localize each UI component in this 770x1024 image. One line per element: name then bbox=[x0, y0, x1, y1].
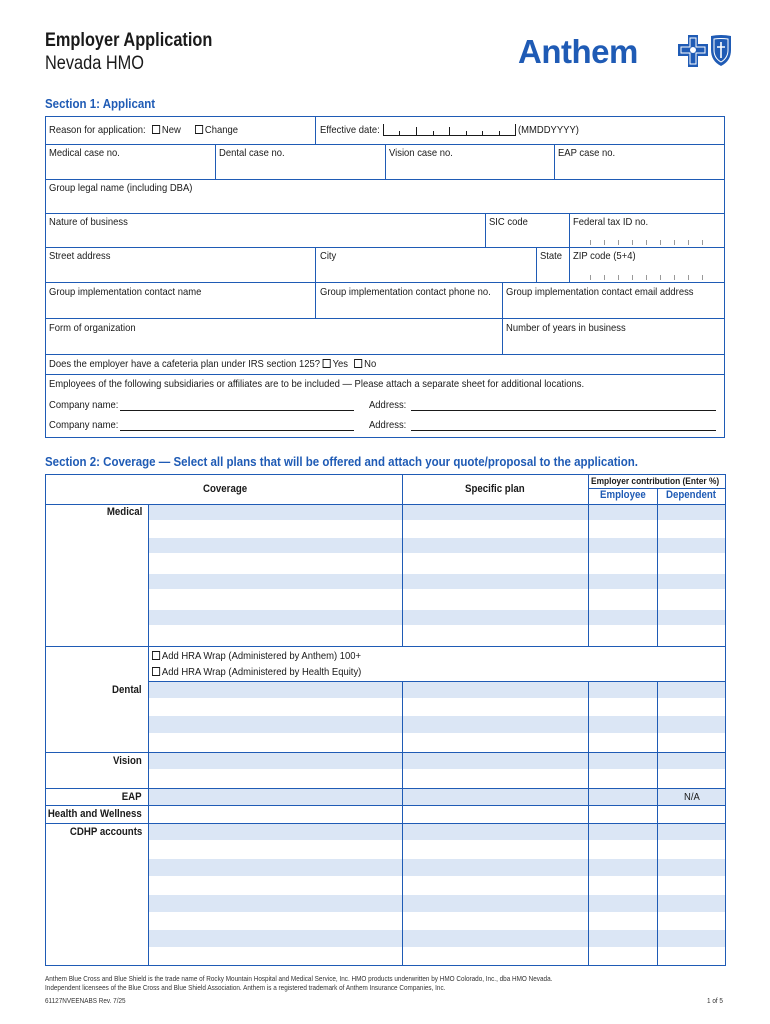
eap-dependent-na: N/A bbox=[684, 791, 700, 803]
reason-label: Reason for application: bbox=[49, 124, 146, 136]
effective-date-field[interactable] bbox=[383, 124, 516, 136]
col-plan-header: Specific plan bbox=[465, 483, 525, 495]
reason-change-option[interactable] bbox=[195, 124, 238, 136]
col-dependent-header: Dependent bbox=[666, 489, 717, 501]
address-input-2[interactable] bbox=[411, 430, 716, 431]
form-id: 61127NVEENABS Rev. 7/25 bbox=[45, 996, 126, 1005]
checkbox-hra-anthem[interactable] bbox=[152, 651, 160, 660]
hra-wrap-health-equity-option[interactable] bbox=[152, 666, 361, 678]
contact-email-field[interactable]: Group implementation contact email address bbox=[506, 286, 694, 298]
sic-code-field[interactable]: SIC code bbox=[489, 216, 528, 228]
no-label: No bbox=[364, 358, 377, 370]
hra-anthem-label: Add HRA Wrap (Administered by Anthem) 100+ bbox=[161, 650, 362, 662]
row-wellness-label: Health and Wellness bbox=[48, 808, 142, 820]
reason-new-option[interactable] bbox=[152, 124, 181, 136]
hra-wrap-anthem-option[interactable] bbox=[152, 650, 361, 662]
dental-case-field[interactable]: Dental case no. bbox=[219, 147, 285, 159]
document-title-block bbox=[45, 30, 240, 75]
col-contrib-header: Employer contribution (Enter %) bbox=[591, 476, 720, 487]
address-label-1: Address: bbox=[369, 399, 407, 411]
hra-equity-label: Add HRA Wrap (Administered by Health Equity) bbox=[161, 666, 362, 678]
page-number: 1 of 5 bbox=[707, 996, 723, 1005]
checkbox-no[interactable] bbox=[354, 359, 362, 368]
checkbox-hra-equity[interactable] bbox=[152, 667, 160, 676]
row-medical-label: Medical bbox=[106, 506, 142, 518]
section2-heading: Section 2: Coverage — Select all plans that will be offered and attach your quote/proposal to the application. bbox=[45, 455, 638, 469]
company-name-input-1[interactable] bbox=[120, 410, 354, 411]
effective-date-label: Effective date: bbox=[320, 124, 380, 136]
state-field[interactable]: State bbox=[540, 250, 563, 262]
contact-name-field[interactable]: Group implementation contact name bbox=[49, 286, 202, 298]
checkbox-change[interactable] bbox=[195, 125, 203, 134]
row-dental-label: Dental bbox=[112, 684, 142, 696]
section1-heading: Section 1: Applicant bbox=[45, 97, 156, 111]
yes-label: Yes bbox=[332, 358, 349, 370]
row-eap-label: EAP bbox=[122, 791, 142, 803]
checkbox-new[interactable] bbox=[152, 125, 160, 134]
federal-tax-id-field[interactable]: Federal tax ID no. bbox=[573, 216, 649, 228]
coverage-table bbox=[45, 474, 726, 966]
tax-id-ticks bbox=[590, 240, 720, 246]
date-format-label: (MMDDYYYY) bbox=[518, 124, 579, 136]
cafeteria-plan-question bbox=[49, 358, 376, 370]
years-in-business-field[interactable]: Number of years in business bbox=[506, 322, 626, 334]
document-title: Employer Application bbox=[45, 30, 213, 51]
change-label: Change bbox=[204, 124, 239, 136]
footer-legal-line-1: Anthem Blue Cross and Blue Shield is the trade name of Rocky Mountain Hospital and Medical Service, Inc. HMO products underwritten by HMO Colorado, Inc., dba HMO Nevada. bbox=[45, 974, 553, 983]
nature-of-business-field[interactable]: Nature of business bbox=[49, 216, 128, 228]
street-address-field[interactable]: Street address bbox=[49, 250, 111, 262]
row-vision-label: Vision bbox=[113, 755, 142, 767]
checkbox-yes[interactable] bbox=[323, 359, 331, 368]
document-subtitle: Nevada HMO bbox=[45, 53, 144, 74]
row-cdhp-label: CDHP accounts bbox=[69, 826, 142, 838]
blue-cross-icon bbox=[678, 35, 708, 67]
city-field[interactable]: City bbox=[320, 250, 337, 262]
eap-case-field[interactable]: EAP case no. bbox=[558, 147, 616, 159]
group-legal-name-field[interactable]: Group legal name (including DBA) bbox=[49, 182, 193, 194]
vision-case-field[interactable]: Vision case no. bbox=[389, 147, 453, 159]
medical-case-field[interactable]: Medical case no. bbox=[49, 147, 120, 159]
new-label: New bbox=[161, 124, 181, 136]
form-of-organization-field[interactable]: Form of organization bbox=[49, 322, 136, 334]
company-name-label-2: Company name: bbox=[49, 419, 119, 431]
address-input-1[interactable] bbox=[411, 410, 716, 411]
footer-legal-line-2: Independent licensees of the Blue Cross and Blue Shield Association. Anthem is a registered trademark of Anthem Insurance Companies, Inc. bbox=[45, 983, 446, 992]
cafeteria-question-text: Does the employer have a cafeteria plan under IRS section 125? bbox=[49, 358, 321, 370]
col-coverage-header: Coverage bbox=[203, 483, 248, 495]
address-label-2: Address: bbox=[369, 419, 407, 431]
zip-ticks bbox=[590, 275, 720, 281]
company-name-label-1: Company name: bbox=[49, 399, 119, 411]
contact-phone-field[interactable]: Group implementation contact phone no. bbox=[320, 286, 491, 298]
subsidiaries-note: Employees of the following subsidiaries or affiliates are to be included — Please attach a separate sheet for additional locations. bbox=[49, 378, 585, 390]
col-employee-header: Employee bbox=[600, 489, 646, 501]
company-name-input-2[interactable] bbox=[120, 430, 354, 431]
zip-code-field[interactable]: ZIP code (5+4) bbox=[573, 250, 636, 262]
blue-shield-icon bbox=[710, 34, 732, 67]
logo-wordmark: Anthem bbox=[518, 33, 638, 70]
anthem-logo bbox=[518, 33, 728, 73]
